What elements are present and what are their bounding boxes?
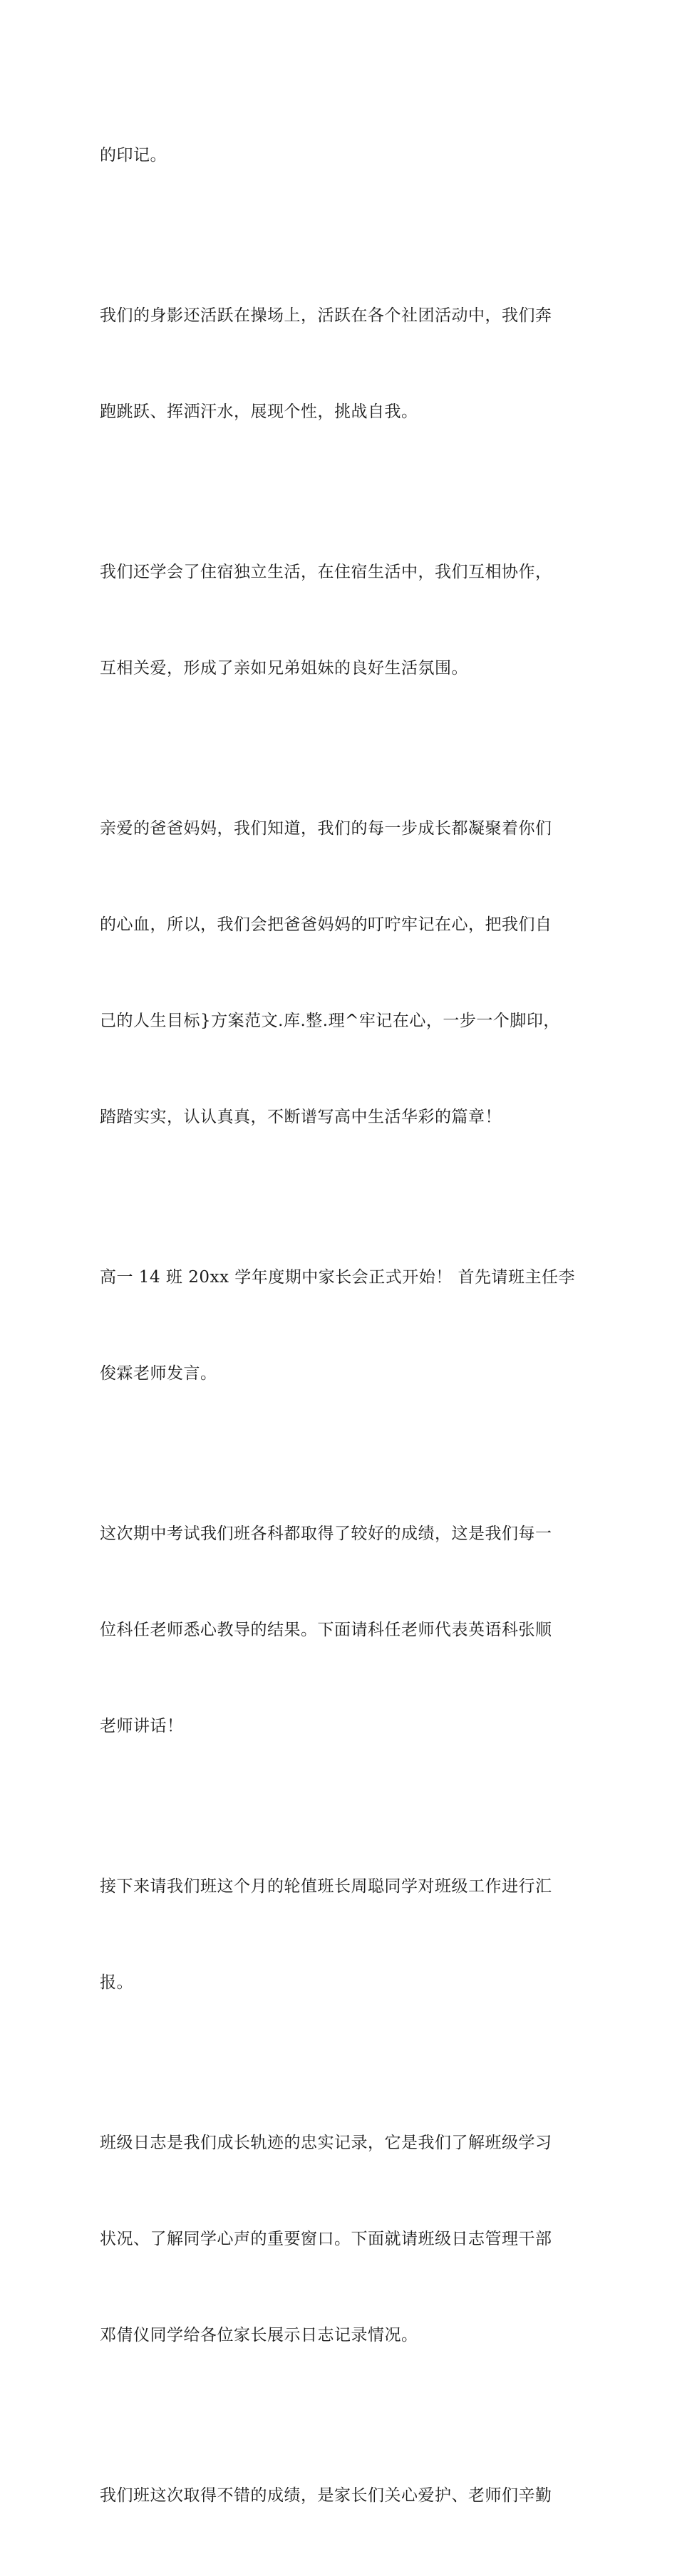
text-line: 报。 bbox=[100, 1973, 133, 1992]
paragraph bbox=[100, 749, 584, 1198]
text-line: 己的人生目标}方案范文.库.整.理^牢记在心，一步一个脚印， bbox=[100, 1012, 560, 1030]
text-line: 亲爱的爸爸妈妈，我们知道，我们的每一步成长都凝聚着你们 bbox=[100, 819, 552, 838]
text-line: 跑跳跃、挥洒汗水，展现个性，挑战自我。 bbox=[100, 402, 418, 421]
text-line: 我们的身影还活跃在操场上，活跃在各个社团活动中，我们奔 bbox=[100, 306, 552, 325]
paragraph bbox=[100, 1807, 584, 2063]
text-line: 状况、了解同学心声的重要窗口。下面就请班级日志管理干部 bbox=[100, 2230, 552, 2248]
paragraph bbox=[100, 236, 584, 492]
text-line: 我们班这次取得不错的成绩，是家长们关心爱护、老师们辛勤 bbox=[100, 2486, 552, 2505]
paragraph bbox=[100, 1198, 584, 1454]
text-line: 踏踏实实，认认真真，不断谱写高中生活华彩的篇章！ bbox=[100, 1108, 502, 1126]
paragraph bbox=[100, 2416, 584, 2576]
paragraph bbox=[100, 76, 584, 236]
paragraph bbox=[100, 2063, 584, 2416]
text-line: 老师讲话！ bbox=[100, 1717, 184, 1735]
text-line: 邓倩仪同学给各位家长展示日志记录情况。 bbox=[100, 2326, 418, 2344]
text-line: 的印记。 bbox=[100, 146, 167, 165]
document-body bbox=[100, 76, 584, 2576]
text-line: 位科任老师悉心教导的结果。下面请科任老师代表英语科张顺 bbox=[100, 1621, 552, 1639]
text-line: 互相关爱，形成了亲如兄弟姐妹的良好生活氛围。 bbox=[100, 659, 468, 677]
text-line: 接下来请我们班这个月的轮值班长周聪同学对班级工作进行汇 bbox=[100, 1877, 552, 1896]
text-line: 的心血，所以，我们会把爸爸妈妈的叮咛牢记在心，把我们自 bbox=[100, 915, 552, 934]
text-line: 这次期中考试我们班各科都取得了较好的成绩，这是我们每一 bbox=[100, 1525, 552, 1543]
paragraph bbox=[100, 1454, 584, 1807]
paragraph bbox=[100, 492, 584, 749]
text-line: 我们还学会了住宿独立生活，在住宿生活中，我们互相协作， bbox=[100, 563, 552, 581]
text-line: 俊霖老师发言。 bbox=[100, 1364, 217, 1383]
text-line: 班级日志是我们成长轨迹的忠实记录，它是我们了解班级学习 bbox=[100, 2134, 552, 2152]
text-line: 高一 14 班 20xx 学年度期中家长会正式开始！ 首先请班主任李 bbox=[100, 1268, 576, 1287]
